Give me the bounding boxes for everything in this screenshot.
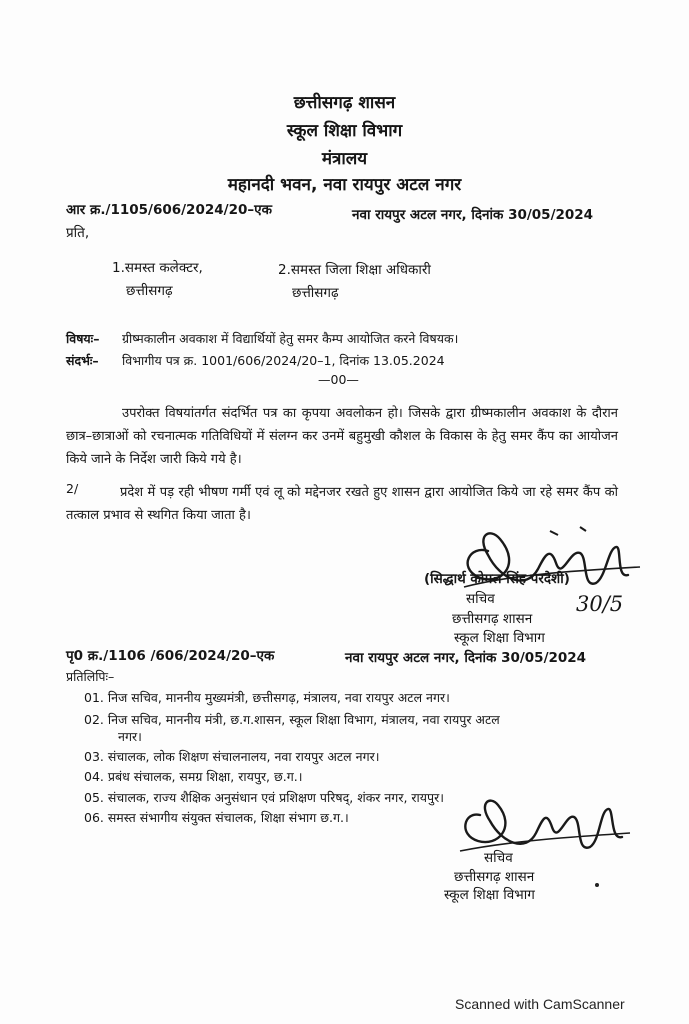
copy-item-3: 03. संचालक, लोक शिक्षण संचालनालय, नवा रायपुर अटल नगर। bbox=[84, 749, 380, 764]
copy-item-2: 02. निज सचिव, माननीय मंत्री, छ.ग.शासन, स्कूल शिक्षा विभाग, मंत्रालय, नवा रायपुर अटल bbox=[84, 712, 500, 727]
signatory-office-2: स्कूल शिक्षा विभाग bbox=[454, 630, 545, 646]
header-department: स्कूल शिक्षा विभाग bbox=[286, 121, 403, 141]
copy-item-6: 06. समस्त संभागीय संयुक्त संचालक, शिक्षा संभाग छ.ग.। bbox=[84, 810, 349, 825]
copy-item-1: 01. निज सचिव, माननीय मुख्यमंत्री, छत्तीसगढ़, मंत्रालय, नवा रायपुर अटल नगर। bbox=[84, 690, 450, 705]
signatory-2-office-1: छत्तीसगढ़ शासन bbox=[454, 869, 535, 885]
copy-to-label: प्रतिलिपिः– bbox=[66, 669, 115, 684]
letter-place-date: नवा रायपुर अटल नगर, दिनांक 30/05/2024 bbox=[352, 207, 594, 223]
body-paragraph-2: प्रदेश में पड़ रही भीषण गर्मी एवं लू को मद्देनजर रखते हुए शासन द्वारा आयोजित किये जा रहे समर कैंप को तत्काल प्रभाव से स्थगित किया जाता है। bbox=[66, 485, 618, 523]
header-ministry: मंत्रालय bbox=[321, 149, 368, 169]
ink-dot bbox=[595, 883, 599, 887]
reference-text: विभागीय पत्र क्र. 1001/606/2024/20–1, दिनांक 13.05.2024 bbox=[122, 353, 445, 368]
subject-label: विषयः– bbox=[66, 331, 100, 346]
header-government: छत्तीसगढ़ शासन bbox=[293, 93, 396, 113]
reference-label: संदर्भः– bbox=[66, 353, 99, 368]
recipient-1-line2: छत्तीसगढ़ bbox=[126, 283, 173, 299]
letter-number: आर क्र./1105/606/2024/20–एक bbox=[66, 202, 272, 218]
endorsement-number: पृ0 क्र./1106 /606/2024/20–एक bbox=[66, 648, 275, 664]
copy-item-2-continued: नगर। bbox=[118, 729, 142, 744]
separator-mark: —00— bbox=[318, 372, 359, 387]
signatory-name: (सिद्धार्थ कोमल सिंह परदेशी) bbox=[424, 571, 570, 587]
header-address: महानदी भवन, नवा रायपुर अटल नगर bbox=[227, 175, 462, 195]
scanner-watermark: Scanned with CamScanner bbox=[455, 996, 625, 1012]
copy-item-5: 05. संचालक, राज्य शैक्षिक अनुसंधान एवं प्रशिक्षण परिषद्, शंकर नगर, रायपुर। bbox=[84, 790, 444, 805]
signatory-2-office-2: स्कूल शिक्षा विभाग bbox=[444, 887, 535, 903]
signatory-office-1: छत्तीसगढ़ शासन bbox=[452, 611, 533, 627]
recipient-2-line2: छत्तीसगढ़ bbox=[292, 285, 339, 301]
signatory-2-designation: सचिव bbox=[484, 850, 513, 866]
signatory-designation: सचिव bbox=[466, 591, 495, 607]
body-paragraph-1: उपरोक्त विषयांतर्गत संदर्भित पत्र का कृपया अवलोकन हो। जिसके द्वारा ग्रीष्मकालीन अवकाश के दौरान छात्र–छात्राओं को रचनात्मक गतिविधियों में संलग्न कर उनमें बहुमुखी कौशल के विकास के हेतु समर कैंप का आयोजन किये जाने के निर्देश जारी किये गये है। bbox=[66, 406, 618, 467]
handwritten-date: 30/5 bbox=[576, 592, 624, 616]
paragraph-2-number: 2/ bbox=[66, 481, 79, 496]
recipient-1-line1: 1.समस्त कलेक्टर, bbox=[112, 260, 203, 276]
copy-item-4: 04. प्रबंध संचालक, समग्र शिक्षा, रायपुर, छ.ग.। bbox=[84, 769, 303, 784]
subject-text: ग्रीष्मकालीन अवकाश में विद्यार्थियों हेतु समर कैम्प आयोजित करने विषयक। bbox=[122, 331, 459, 346]
signature-1-graphic bbox=[430, 505, 670, 625]
endorsement-place-date: नवा रायपुर अटल नगर, दिनांक 30/05/2024 bbox=[345, 650, 587, 666]
addressee-prefix: प्रति, bbox=[66, 225, 90, 241]
recipient-2-line1: 2.समस्त जिला शिक्षा अधिकारी bbox=[278, 262, 431, 278]
